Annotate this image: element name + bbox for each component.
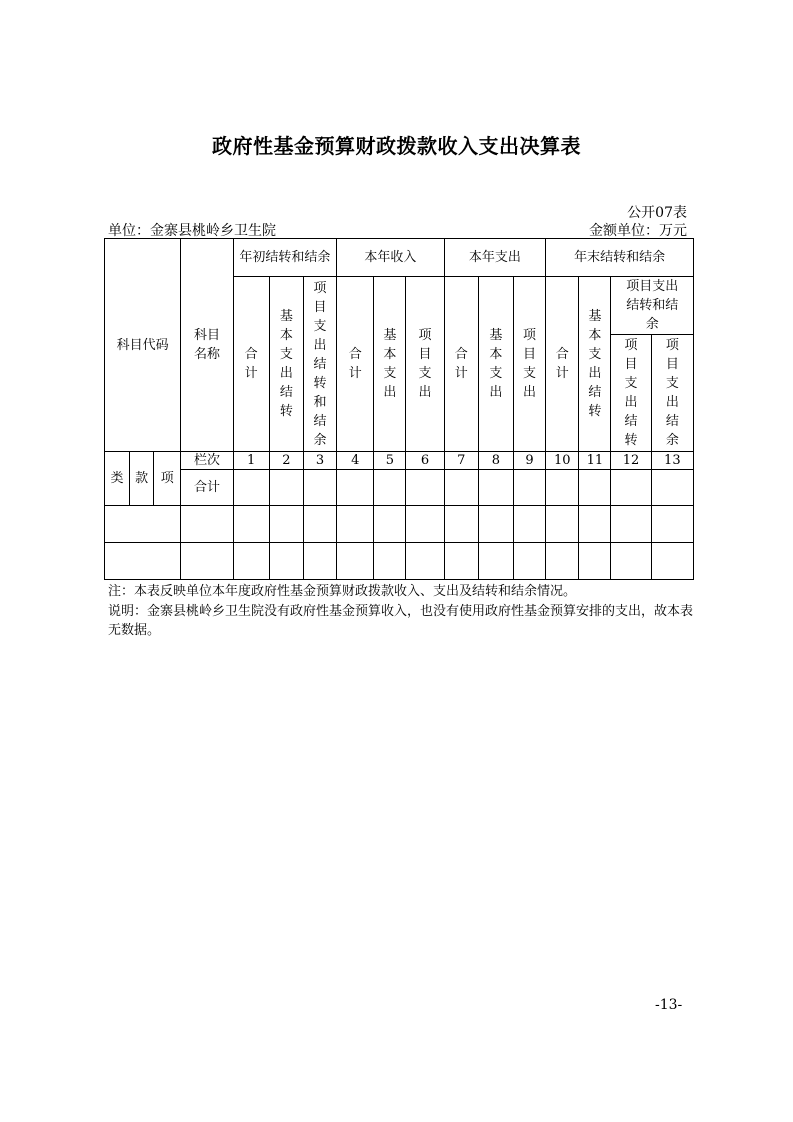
table-cell	[611, 543, 651, 580]
table-cell	[269, 506, 303, 543]
table-cell	[406, 506, 444, 543]
end-project-balance-header: 项目支出结余	[651, 335, 693, 452]
table-cell	[181, 506, 233, 543]
table-cell	[303, 543, 336, 580]
table-cell	[611, 506, 651, 543]
expense-header: 本年支出	[444, 239, 546, 277]
table-explanation: 说明：金寨县桃岭乡卫生院没有政府性基金预算收入，也没有使用政府性基金预算安排的支出，故本表无数据。	[108, 604, 694, 638]
table-cell	[478, 470, 513, 506]
total-row	[105, 470, 694, 506]
table-cell	[233, 470, 269, 506]
table-cell	[303, 506, 336, 543]
subject-code-header: 科目代码	[105, 239, 181, 452]
col-number: 7	[444, 452, 478, 470]
table-cell	[444, 470, 478, 506]
table-cell	[303, 470, 336, 506]
table-cell	[233, 543, 269, 580]
begin-total-header: 合计	[233, 277, 269, 452]
end-total-header: 合计	[546, 277, 579, 452]
col-number: 8	[478, 452, 513, 470]
table-cell	[337, 506, 374, 543]
page-title: 政府性基金预算财政拨款收入支出决算表	[212, 134, 581, 158]
col-number: 4	[337, 452, 374, 470]
total-label: 合计	[181, 470, 233, 506]
begin-balance-header: 年初结转和结余	[233, 239, 337, 277]
column-number-row	[105, 452, 694, 470]
table-cell	[444, 506, 478, 543]
col-number: 13	[651, 452, 693, 470]
form-number: 公开07表	[627, 205, 687, 221]
table-cell	[374, 543, 406, 580]
end-project-header: 项目支出结转和结余	[611, 277, 694, 335]
col-number: 12	[611, 452, 651, 470]
table-cell	[406, 543, 444, 580]
table-cell	[513, 470, 545, 506]
table-cell	[579, 543, 611, 580]
budget-table	[104, 238, 694, 580]
col-number: 3	[303, 452, 336, 470]
col-number: 1	[233, 452, 269, 470]
unit-name: 单位：金寨县桃岭乡卫生院	[108, 223, 276, 239]
begin-project-header: 项目支出结转和结余	[303, 277, 336, 452]
table-cell	[269, 543, 303, 580]
table-cell	[374, 470, 406, 506]
table-cell	[406, 470, 444, 506]
table-cell	[546, 506, 579, 543]
begin-basic-header: 基本支出结转	[269, 277, 303, 452]
table-cell	[181, 543, 233, 580]
table-note: 注：本表反映单位本年度政府性基金预算财政拨款收入、支出及结转和结余情况。	[108, 584, 577, 599]
table-cell	[546, 470, 579, 506]
col-number: 6	[406, 452, 444, 470]
table-cell	[233, 506, 269, 543]
table-cell	[269, 470, 303, 506]
expense-project-header: 项目支出	[513, 277, 545, 452]
expense-basic-header: 基本支出	[478, 277, 513, 452]
kuan-header: 款	[130, 452, 154, 506]
money-unit: 金额单位：万元	[589, 223, 687, 239]
table-row	[105, 506, 694, 543]
table-cell	[337, 470, 374, 506]
table-cell	[651, 470, 693, 506]
col-number: 2	[269, 452, 303, 470]
income-basic-header: 基本支出	[374, 277, 406, 452]
expense-total-header: 合计	[444, 277, 478, 452]
lei-header: 类	[105, 452, 130, 506]
table-cell	[478, 506, 513, 543]
table-cell	[105, 543, 181, 580]
col-number: 10	[546, 452, 579, 470]
col-number: 9	[513, 452, 545, 470]
table-cell	[513, 506, 545, 543]
income-header: 本年收入	[337, 239, 445, 277]
income-total-header: 合计	[337, 277, 374, 452]
page-number: -13-	[655, 997, 683, 1013]
income-project-header: 项目支出	[406, 277, 444, 452]
end-balance-header: 年末结转和结余	[546, 239, 694, 277]
table-cell	[444, 543, 478, 580]
table-cell	[513, 543, 545, 580]
col-number: 5	[374, 452, 406, 470]
table-cell	[105, 506, 181, 543]
end-basic-header: 基本支出结转	[579, 277, 611, 452]
table-cell	[651, 543, 693, 580]
table-row	[105, 543, 694, 580]
table-cell	[546, 543, 579, 580]
table-cell	[611, 470, 651, 506]
table-cell	[579, 506, 611, 543]
row-seq-label: 栏次	[181, 452, 233, 470]
table-cell	[337, 543, 374, 580]
table-cell	[651, 506, 693, 543]
table-cell	[374, 506, 406, 543]
col-number: 11	[579, 452, 611, 470]
xiang-header: 项	[154, 452, 181, 506]
subject-name-header: 科目名称	[181, 239, 233, 452]
table-cell	[579, 470, 611, 506]
end-project-carry-header: 项目支出结转	[611, 335, 651, 452]
table-cell	[478, 543, 513, 580]
